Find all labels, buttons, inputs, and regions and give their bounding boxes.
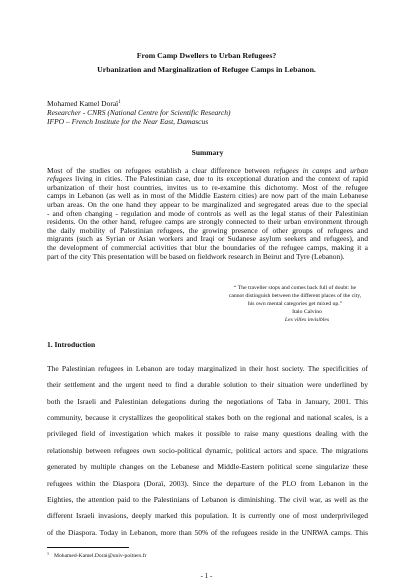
intro-line: different Israeli invasions, deeply marked this population. It is currently one of most underprivileged (47, 511, 368, 521)
intro-line: community, because it crystallizes the geopolitical stakes both on the regional and national scales, is a (47, 412, 368, 422)
summary-line: - and often changing - regulation and mode of controls as well as the legal status of their Palestinian (47, 208, 368, 218)
emphasis-text: refugees in camps (273, 165, 332, 175)
subtitle-line: Urbanization and Marginalization of Refugee Camps in Lebanon. (97, 65, 316, 74)
footnote (47, 552, 146, 560)
epigraph-source: Les villes invisibles (284, 317, 330, 323)
summary-line: the development of commercial activities that blur the boundaries of the refugee camps, making it a (47, 243, 368, 253)
epigraph-line: cannot distinguish between the different places of the city, (228, 293, 362, 299)
summary-text: Most of the studies on refugees establish a clear difference between (47, 165, 274, 175)
summary-line: urban areas. On the one hand they appear to be marginalized and segregated areas due to the special (47, 200, 368, 210)
summary-text: living in cities. The Palestinian case, due to its exceptional duration and the context of rapid (72, 174, 368, 184)
section-heading-introduction: 1. Introduction (47, 339, 96, 349)
intro-line: both the Israeli and Palestinian delegations during the negotiations of Taba in January, 2001. This (47, 396, 368, 406)
summary-heading: Summary (191, 147, 224, 157)
emphasis-text: refugees (47, 174, 73, 184)
emphasis-text: urban (350, 165, 368, 175)
author-institute: IFPO – French Institute for the Near East, Damascus (47, 116, 209, 126)
epigraph-line: his own mental categories get mixed up.” (247, 301, 343, 307)
summary-line: the daily mobility of Palestinian refugees, the growing presence of other groups of refugees and (47, 225, 368, 235)
summary-line: part of the city This presentation will be based on fieldwork research in Beirut and Tyre (Lebanon). (47, 251, 345, 261)
intro-line: refugees within the Diaspora (Doraï, 2003). Since the departure of the PLO from Lebanon in the (47, 478, 368, 488)
introduction-paragraph (47, 361, 368, 541)
page-number: - 1 - (200, 572, 213, 580)
author-name: Mohamed Kamel Doraï (47, 98, 119, 108)
epigraph-attribution (267, 308, 347, 324)
paper-title (0, 49, 413, 77)
epigraph-quote (224, 284, 366, 308)
intro-line: of the Diaspora. Today in Lebanon, more than 50% of the refugees reside in the UNRWA camps. This (47, 527, 368, 537)
summary-line: urbanization of their host countries, invites us to re-examine this dichotomy. Most of the refugee (47, 182, 368, 192)
intro-line: generated by multiple changes on the Lebanese and Middle-Eastern political scene singularize these (47, 462, 368, 472)
intro-line: Eighties, the attention paid to the Palestinians of Lebanon is diminishing. The civil war, as well as the (47, 494, 368, 504)
summary-text: and (331, 165, 351, 175)
footnote-divider (47, 547, 129, 548)
intro-line: their settlement and the urgent need to find a durable solution to their situation were underlined by (47, 380, 368, 390)
epigraph-author: Italo Calvino (292, 309, 322, 315)
intro-line: The Palestinian refugees in Lebanon are today marginalized in their host society. The specificities of (47, 363, 368, 373)
footnote-mark: 1 (47, 550, 49, 556)
title-line: From Camp Dwellers to Urban Refugees? (136, 51, 277, 60)
author-name-line (47, 99, 231, 108)
summary-line: residents. On the other hand, refugee camps are strongly connected to their urban environment through (47, 217, 368, 227)
intro-line: privileged field of investigation which makes it possible to raise many questions dealing with the (47, 429, 368, 439)
footnote-text: Mohamed-Kamel.Dorai@univ-poitiers.fr (54, 553, 147, 559)
epigraph-line: “ The traveller stops and comes back full of doubt: he (233, 285, 357, 291)
summary-line: migrants (such as Syrian or Asian workers and Iraqi or Sudanese asylum seekers and refugees), and (47, 234, 368, 244)
author-block (47, 99, 231, 126)
summary-paragraph (47, 167, 368, 262)
summary-line: camps in Lebanon (as well as in most of the Middle Eastern cities) are now part of the main Lebanese (47, 191, 368, 201)
intro-line: relationship between refugees own socio-political dynamic, political actors and space. The migrations (47, 445, 368, 455)
author-footnote-mark: 1 (118, 99, 121, 105)
author-affiliation: Researcher - CNRS (National Centre for Scientific Research) (47, 107, 231, 117)
